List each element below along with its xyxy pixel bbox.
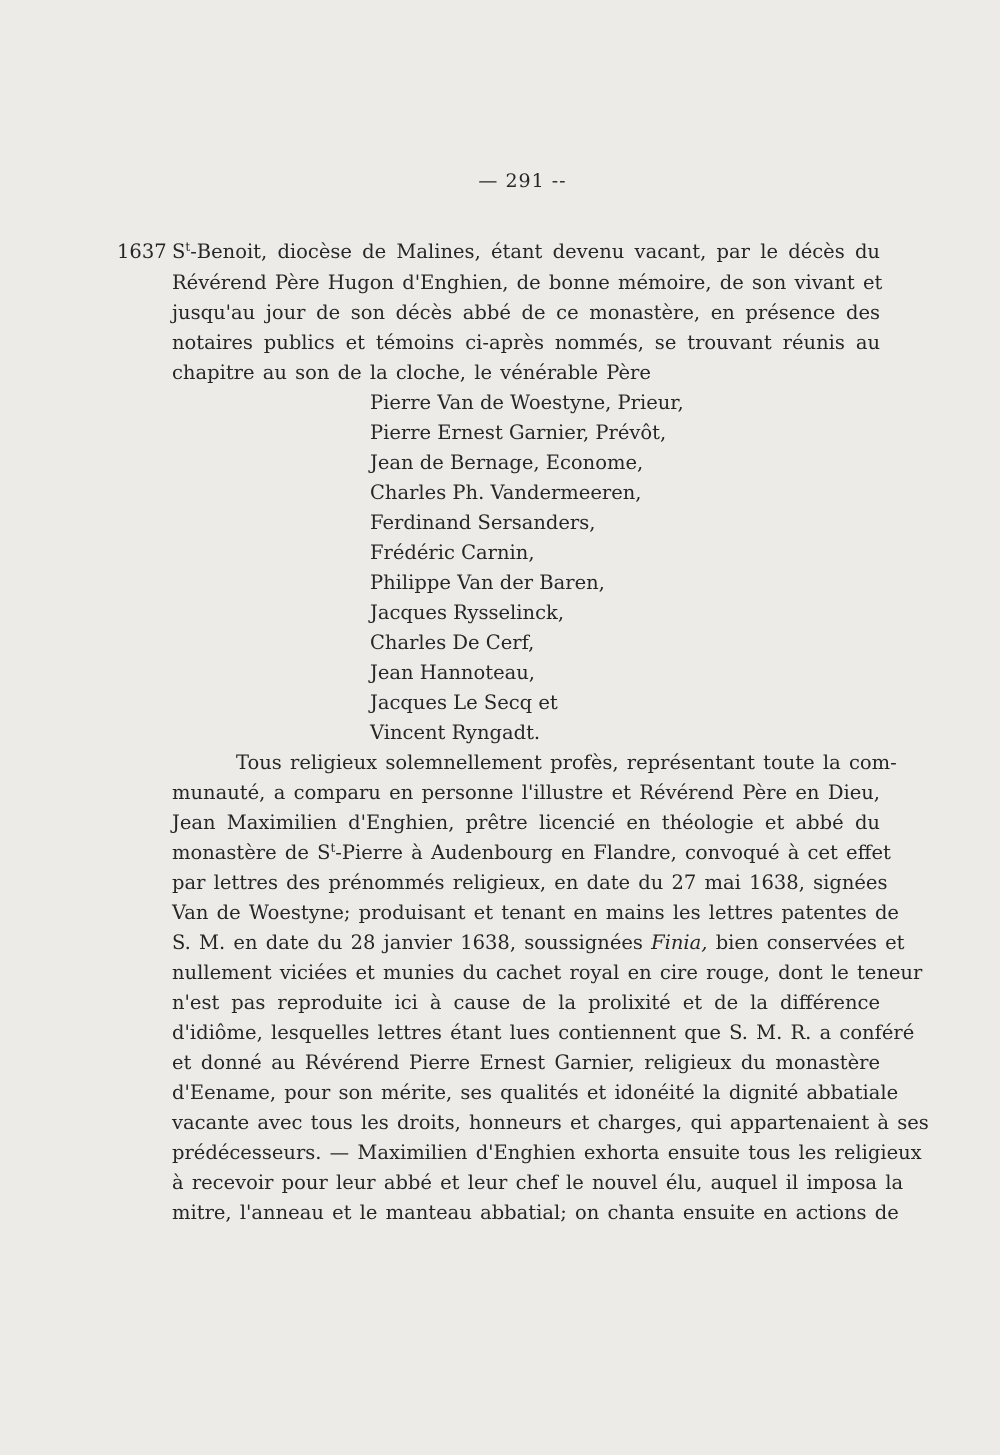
religious-name: Jean de Bernage, Econome, [370,451,644,474]
text-line: Tous religieux solemnellement profès, représentant toute la com- [236,751,897,774]
religious-name: Vincent Ryngadt. [370,721,541,744]
religious-name: Pierre Van de Woestyne, Prieur, [370,391,684,414]
text-line: mitre, l'anneau et le manteau abbatial; on chanta ensuite en actions de [172,1201,899,1224]
text-line: jusqu'au jour de son décès abbé de ce monastère, en présence des [172,301,880,324]
text-line: nullement viciées et munies du cachet royal en cire rouge, dont le teneur [172,961,923,984]
text-line: chapitre au son de la cloche, le vénérable Père [172,361,651,384]
religious-name: Charles Ph. Vandermeeren, [370,481,642,504]
religious-name: Philippe Van der Baren, [370,571,605,594]
margin-year: 1637 [117,240,167,263]
page-number: — 291 -- [478,170,567,192]
text-line: par lettres des prénommés religieux, en date du 27 mai 1638, signées [172,871,888,894]
text-line: Jean Maximilien d'Enghien, prêtre licencié en théologie et abbé du [172,811,880,834]
text-line: Van de Woestyne; produisant et tenant en mains les lettres patentes de [172,901,899,924]
text-line: monastère de $S^t$-Pierre à Audenbourg en Flandre, convoqué à cet effet [172,841,891,864]
religious-name: Charles De Cerf, [370,631,535,654]
italic-signature-name: Finia, [651,931,708,954]
religious-name: Pierre Ernest Garnier, Prévôt, [370,421,667,444]
religious-name: Jacques Le Secq et [370,691,558,714]
religious-name: Jean Hannoteau, [370,661,535,684]
text-line: d'Eename, pour son mérite, ses qualités et idonéité la dignité abbatiale [172,1081,899,1104]
text-line: n'est pas reproduite ici à cause de la prolixité et de la différence [172,991,880,1014]
text-line: munauté, a comparu en personne l'illustre et Révérend Père en Dieu, [172,781,880,804]
religious-name: Jacques Rysselinck, [370,601,565,624]
text-line: d'idiôme, lesquelles lettres étant lues contiennent que S. M. R. a conféré [172,1021,915,1044]
text-line: $S^t$-Benoit, diocèse de Malines, étant devenu vacant, par le décès du [172,240,880,263]
text-line: prédécesseurs. — Maximilien d'Enghien exhorta ensuite tous les religieux [172,1141,922,1164]
text-line: à recevoir pour leur abbé et leur chef le nouvel élu, auquel il imposa la [172,1171,904,1194]
text-line: et donné au Révérend Pierre Ernest Garnier, religieux du monastère [172,1051,880,1074]
religious-name: Ferdinand Sersanders, [370,511,596,534]
text-line: S. M. en date du 28 janvier 1638, soussignées Finia, bien conservées et [172,931,905,954]
text-line: notaires publics et témoins ci-après nommés, se trouvant réunis au [172,331,880,354]
text-line: Révérend Père Hugon d'Enghien, de bonne mémoire, de son vivant et [172,271,883,294]
text-line: vacante avec tous les droits, honneurs et charges, qui appartenaient à ses [172,1111,929,1134]
religious-name: Frédéric Carnin, [370,541,535,564]
